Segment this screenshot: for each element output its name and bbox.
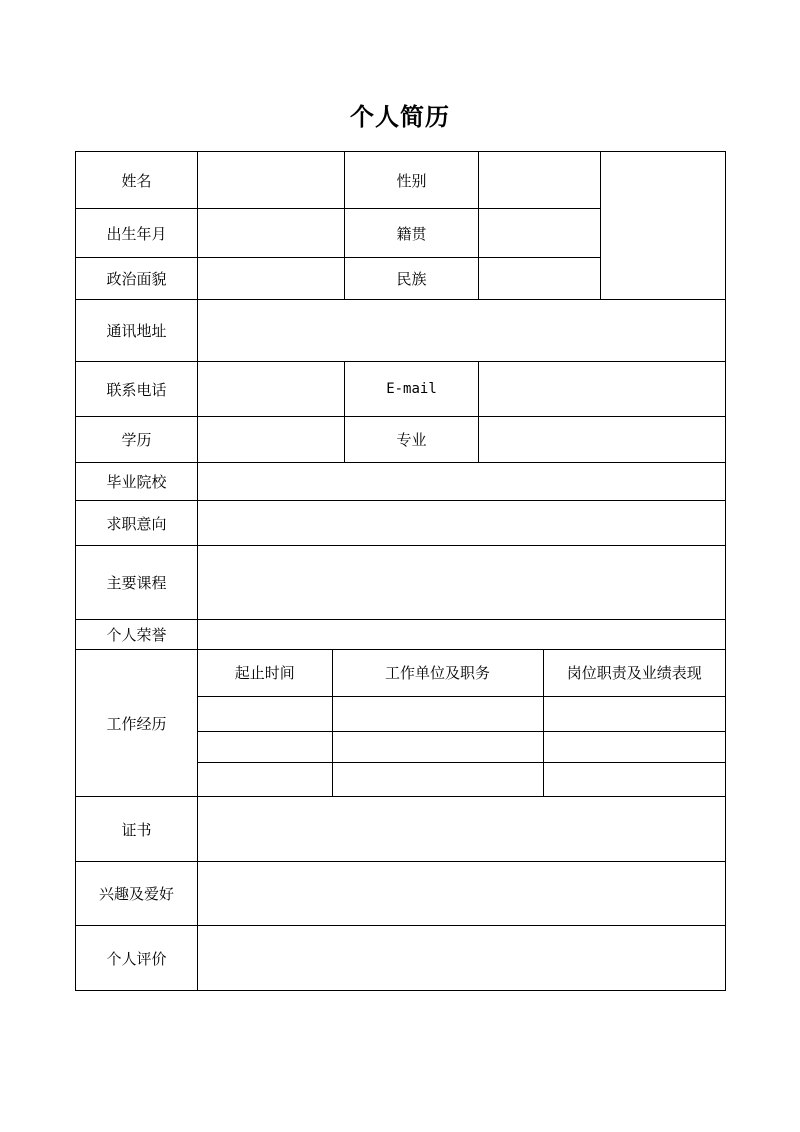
birth-label: 出生年月 — [76, 209, 198, 258]
work-experience-label: 工作经历 — [76, 650, 198, 797]
work-row-2-employer[interactable] — [332, 731, 543, 762]
political-status-field[interactable] — [198, 258, 345, 300]
phone-label: 联系电话 — [76, 362, 198, 417]
work-row-1-employer[interactable] — [332, 696, 543, 731]
ethnicity-field[interactable] — [479, 258, 601, 300]
photo-area[interactable] — [601, 152, 726, 300]
honors-field[interactable] — [198, 620, 726, 650]
certificates-label: 证书 — [76, 797, 198, 862]
education-field[interactable] — [198, 417, 345, 463]
work-row-1-duties[interactable] — [543, 696, 725, 731]
job-intention-label: 求职意向 — [76, 501, 198, 546]
education-label: 学历 — [76, 417, 198, 463]
courses-label: 主要课程 — [76, 546, 198, 620]
self-evaluation-label: 个人评价 — [76, 926, 198, 991]
work-header-employer-position: 工作单位及职务 — [332, 650, 543, 696]
resume-form-table — [75, 151, 726, 991]
honors-label: 个人荣誉 — [76, 620, 198, 650]
email-field[interactable] — [479, 362, 726, 417]
work-experience-table-container — [198, 650, 726, 797]
school-label: 毕业院校 — [76, 463, 198, 501]
self-evaluation-field[interactable] — [198, 926, 726, 991]
work-header-period: 起止时间 — [198, 650, 332, 696]
job-intention-field[interactable] — [198, 501, 726, 546]
address-field[interactable] — [198, 300, 726, 362]
hobbies-label: 兴趣及爱好 — [76, 862, 198, 926]
birth-field[interactable] — [198, 209, 345, 258]
certificates-field[interactable] — [198, 797, 726, 862]
hobbies-field[interactable] — [198, 862, 726, 926]
work-row-3-period[interactable] — [198, 762, 332, 796]
address-label: 通讯地址 — [76, 300, 198, 362]
work-row-3-duties[interactable] — [543, 762, 725, 796]
native-place-label: 籍贯 — [345, 209, 479, 258]
name-label: 姓名 — [76, 152, 198, 209]
work-experience-table — [198, 650, 725, 796]
work-row-3-employer[interactable] — [332, 762, 543, 796]
page-title: 个人简历 — [350, 102, 450, 131]
name-field[interactable] — [198, 152, 345, 209]
ethnicity-label: 民族 — [345, 258, 479, 300]
work-row-2-period[interactable] — [198, 731, 332, 762]
courses-field[interactable] — [198, 546, 726, 620]
major-label: 专业 — [345, 417, 479, 463]
gender-field[interactable] — [479, 152, 601, 209]
native-place-field[interactable] — [479, 209, 601, 258]
political-status-label: 政治面貌 — [76, 258, 198, 300]
email-label: E-mail — [345, 362, 479, 417]
school-field[interactable] — [198, 463, 726, 501]
major-field[interactable] — [479, 417, 726, 463]
gender-label: 性别 — [345, 152, 479, 209]
phone-field[interactable] — [198, 362, 345, 417]
work-row-2-duties[interactable] — [543, 731, 725, 762]
work-header-duties-performance: 岗位职责及业绩表现 — [543, 650, 725, 696]
work-row-1-period[interactable] — [198, 696, 332, 731]
